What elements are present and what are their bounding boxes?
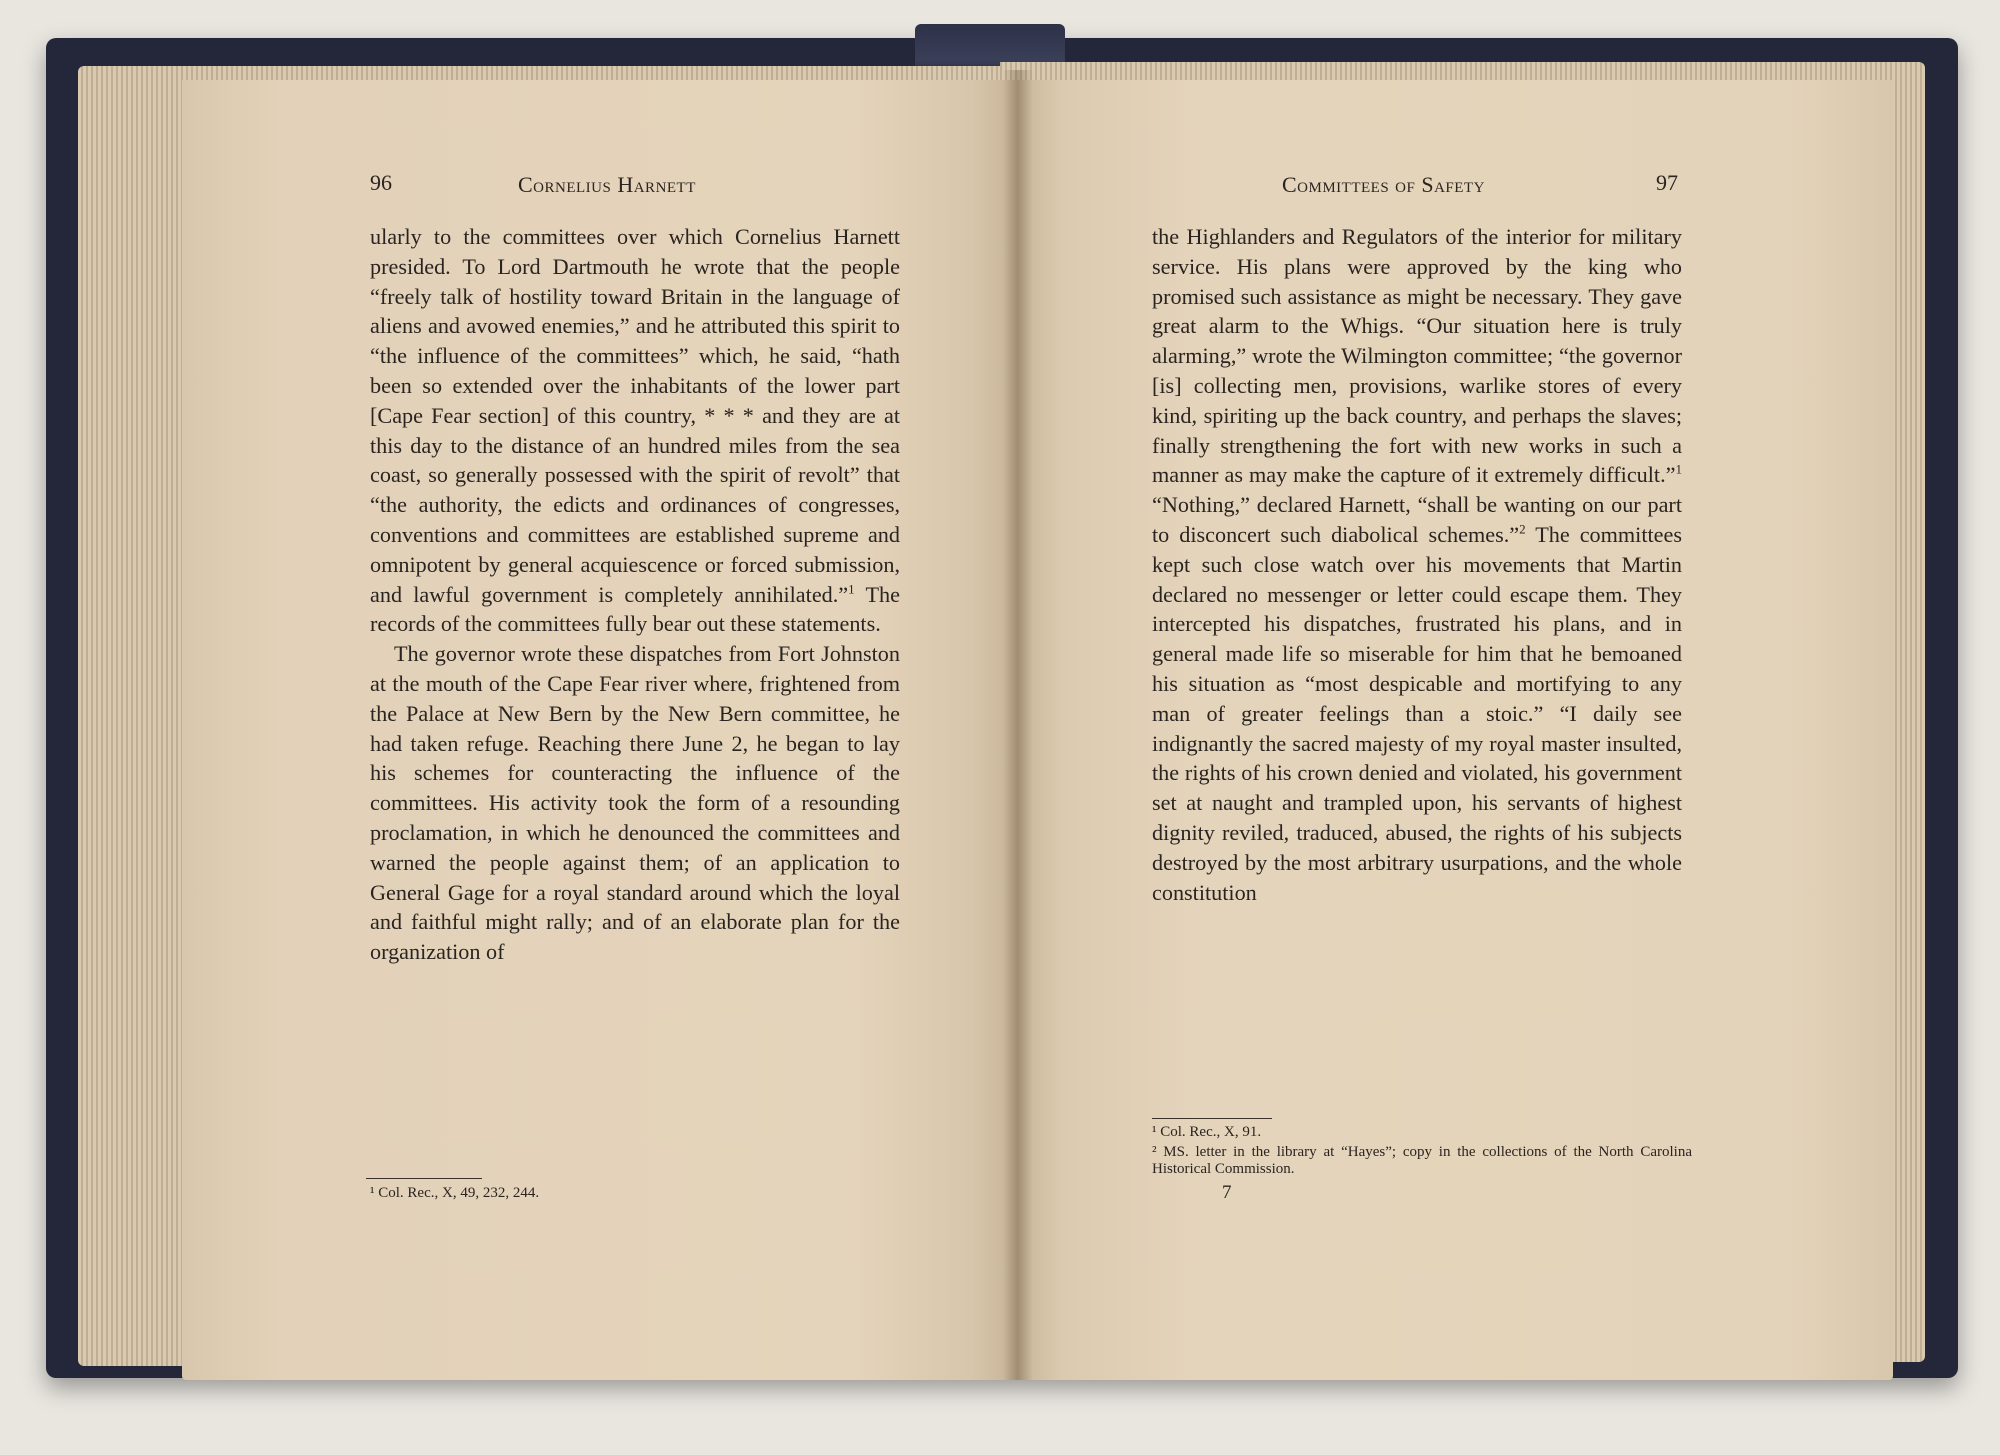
left-paragraph-2: The governor wrote these dispatches from Fort Johnston at the mouth of the Cape Fear river where, frightened from the Palace at New Bern by the New Bern committee, he had taken refuge. Reaching there June 2, he began to lay his schemes for counteracting the influence of the committees. His activity took the form of a resounding proclamation, in which he denounced the committees and warned the people against them; of an application to General Gage for a royal standard around which the loyal and faithful might rally; and of an elaborate plan for the organization of <box>370 641 900 965</box>
right-footnote-rule <box>1152 1118 1272 1119</box>
right-page-number: 97 <box>1656 170 1678 195</box>
left-footnote-rule <box>366 1178 482 1179</box>
right-page-text <box>1152 222 1682 907</box>
left-paragraph-1-text: ularly to the committees over which Cornelius Harnett presided. To Lord Dartmouth he wrote that the people “freely talk of hostility toward Britain in the language of aliens and avowed enemies,” and he attributed this spirit to “the influence of the committees” which, he said, “hath been so extended over the inhabitants of the lower part [Cape Fear section] of this country, * * * and they are at this day to the distance of an hundred miles from the sea coast, so generally possessed with the spirit of revolt” that “the authority, the edicts and ordinances of congresses, conventions and committees are established supreme and omnipotent by general acquiescence or forced submission, and lawful government is completely annihilated.” <box>370 224 900 607</box>
right-footnote-1: ¹ Col. Rec., X, 91. <box>1152 1124 1262 1140</box>
left-paragraph-1-cont: The records of the committees fully bear out these statements. <box>370 581 900 637</box>
left-page-text <box>370 222 900 967</box>
footnote-marker-1: 1 <box>1675 461 1682 477</box>
left-running-head: Cornelius Harnett <box>518 172 696 197</box>
right-paragraph-a: the Highlanders and Regulators of the interior for military service. His plans were approved by the king who promised such assistance as might be necessary. They gave great alarm to the Whigs. “Our situation here is truly alarming,” wrote the Wilmington committee; “the governor [is] collecting men, provisions, warlike stores of every kind, spiriting up the back country, and perhaps the slaves; finally strengthening the fort with new works in such a manner as may make the capture of it extremely difficult.” <box>1152 224 1682 488</box>
right-paragraph <box>1152 222 1682 907</box>
right-paragraph-b: “Nothing,” declared Harnett, “shall be wanting on our part to disconcert such diabolical schemes.” <box>1152 492 1682 547</box>
footnote-marker-2: 2 <box>1519 521 1526 537</box>
right-running-head: Committees of Safety <box>1282 172 1485 197</box>
left-footnote: ¹ Col. Rec., X, 49, 232, 244. <box>370 1185 540 1201</box>
signature-mark: 7 <box>1222 1182 1232 1203</box>
book-gutter <box>1003 70 1033 1380</box>
left-page-number: 96 <box>370 170 392 195</box>
right-paragraph-c: The committees kept such close watch over his movements that Martin declared no messenger or letter could escape them. They intercepted his dispatches, frustrated his plans, and in general made life so miserable for him that he bemoaned his situation as “most despicable and mortifying to any man of greater feelings than a stoic.” “I daily see indignantly the sacred majesty of my royal master insulted, the rights of his crown denied and violated, his government set at naught and trampled upon, his servants of highest dignity reviled, traduced, abused, the rights of his subjects destroyed by the most arbitrary usurpations, and the whole constitution <box>1152 521 1682 905</box>
left-paragraph-1 <box>370 222 900 639</box>
right-footnote-2: ² MS. letter in the library at “Hayes”; copy in the collections of the North Carolina Historical Commission. <box>1152 1144 1692 1177</box>
footnote-marker: 1 <box>848 581 855 597</box>
